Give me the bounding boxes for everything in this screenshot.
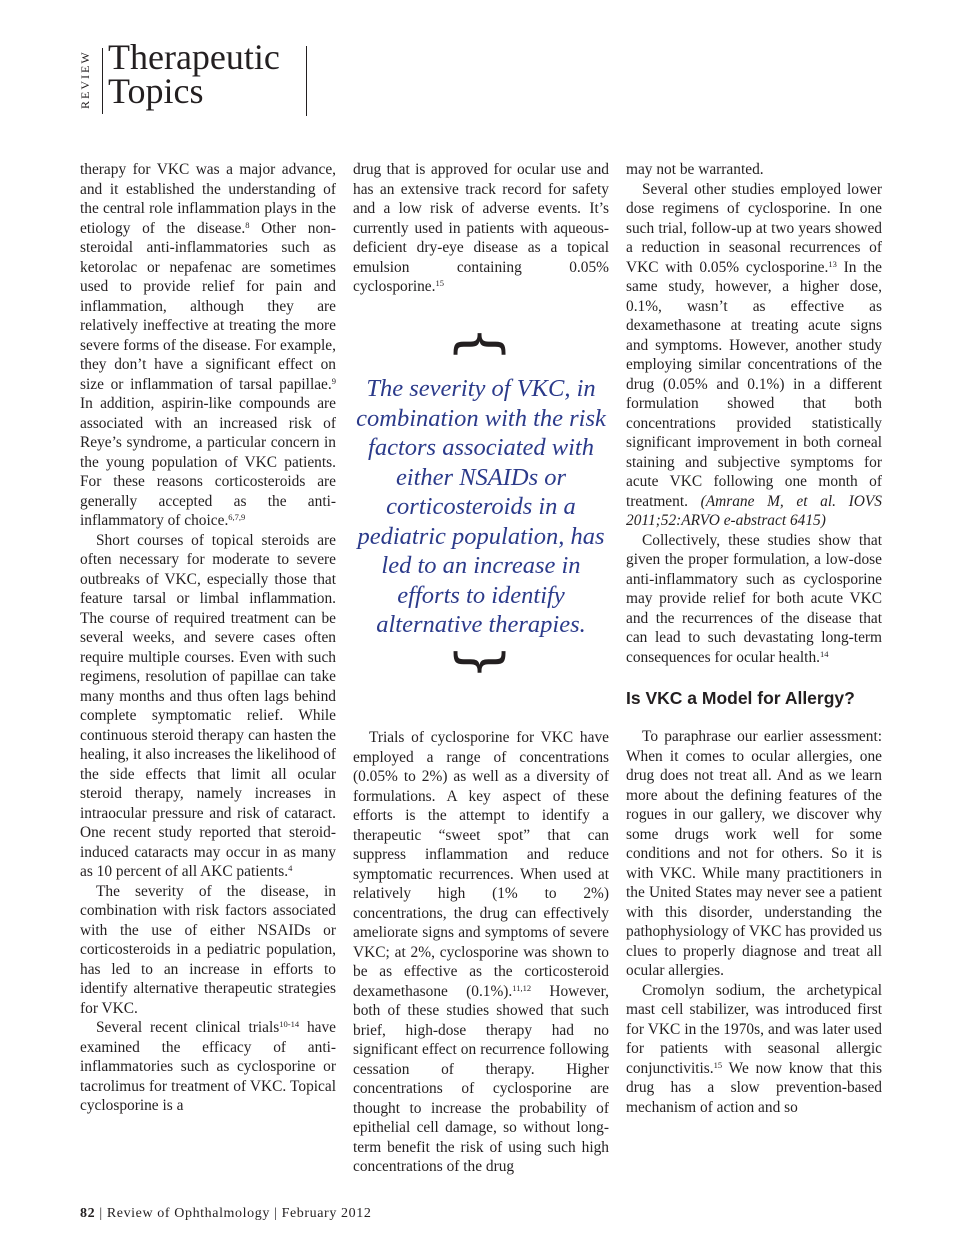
citation-superscript: 10-14 [279, 1019, 300, 1029]
text-run: In the same study, however, a higher dose, 0.1%, wasn’t as effective as dexamethasone at treating acute signs and symptoms. However, another study employing similar concentrations of the drug (0.05% and 0.1%) in a different formulation showed that both concentrations provided statistically significant improvement in both corneal staining and subjective symptoms for acute VKC following one month of treatment. [626, 258, 882, 510]
text-run: Several recent clinical trials [96, 1019, 280, 1036]
citation-superscript: 14 [820, 648, 829, 659]
abstract-citation: (Amrane M, et al. IOVS 2011;52:ARVO e-abstract 6415) [626, 492, 882, 529]
header-divider-left [102, 48, 103, 114]
citation-superscript: 8 [245, 219, 250, 230]
article-column-1 [80, 160, 336, 1116]
citation-superscript: 13 [828, 258, 837, 269]
paragraph [80, 531, 336, 882]
header-divider-right [306, 46, 307, 116]
paragraph [353, 728, 609, 1177]
pull-quote [353, 320, 609, 690]
paragraph [626, 180, 882, 531]
text-run: Trials of cyclosporine for VKC have employed a range of concentrations (0.05% to 2%) as well as a diversity of formulations. A key aspect of these efforts is the attempt to identify a therapeutic “sweet spot” that can suppress inflammation and reduce symptomatic recurrences. When used at relatively high (1% to 2%) concentrations, the drug can effectively ameliorate signs and symptoms of severe VKC; at 2%, cyclosporine was shown to be as effective as the corticosteroid dexamethasone (0.1%). [353, 729, 609, 1000]
section-subheading: Is VKC a Model for Allergy? [626, 688, 855, 708]
publication-name: Review of Ophthalmology [106, 1206, 270, 1221]
section-label: REVIEW [78, 50, 92, 110]
text-run: have examined the efficacy of anti-inflammatories such as cyclosporine or tacrolimus for treatment of VKC. Topical cyclosporine is a [80, 1019, 336, 1114]
article-column-3 [626, 160, 882, 1117]
text-run: However, both of these studies showed that such brief, high-dose therapy had no significant effect on recurrence following cessation of therapy. Higher concentrations of cyclosporine are thought to increase the probability of epithelial cell damage, so without long-term benefit the risk of using such high concentrations of the drug [353, 982, 609, 1175]
text-run: therapy for VKC was a major advance, and it established the understanding of the central role inflammation plays in the etiology of the disease. [80, 161, 336, 237]
text-run: We now know that this drug has a slow prevention-based mechanism of action and so [626, 1059, 882, 1116]
pull-quote-text: The severity of VKC, in combination with the risk factors associated with either NSAIDs or corticosteroids in a pediatric population, has led to an increase in efforts to identify alternative therapies. [356, 375, 606, 638]
text-run: Cromolyn sodium, the archetypical mast cell stabilizer, was introduced first for VKC in the 1970s, and was later used for patients with seasonal allergic conjunctivitis. [626, 981, 882, 1077]
section-title-line1: Therapeutic [108, 37, 280, 77]
paragraph [626, 981, 882, 1118]
text-run: Several other studies employed lower dose regimens of cyclosporine. In one such trial, follow-up at two years showed a reduction in seasonal recurrences of VKC with 0.05% cyclosporine. [626, 180, 882, 276]
text-run: drug that is approved for ocular use and has an extensive track record for safety and a low risk of adverse events. It’s currently used in patients with aqueous-deficient dry-eye disease as a topical emulsion containing 0.05% cyclosporine. [353, 161, 609, 295]
text-run: Other non-steroidal anti-inflammatories such as ketorolac or nepafenac are sometimes used to provide relief for pain and inflammation, although they are relatively ineffective at treating the more severe forms of the disease. For example, they don’t have a significant effect on size or inflammation of tarsal papillae. [80, 219, 336, 393]
citation-superscript: 15 [435, 278, 444, 288]
page-number: 82 [80, 1206, 96, 1221]
section-title-line2: Topics [108, 71, 204, 111]
footer-separator: | [274, 1206, 278, 1221]
paragraph: To paraphrase our earlier assessment: When it comes to ocular allergies, one drug does not treat all. And as we learn more about the defining features of the rogues in our gallery, we discover why some drugs work well for some conditions and not for others. So it is with VKC. While many practitioners in the United States may never see a patient with this disorder, understanding the pathophysiology of VKC has provided us clues to properly diagnose and treat all ocular allergies. [626, 728, 882, 979]
page-footer [80, 1206, 371, 1222]
citation-superscript: 15 [713, 1059, 723, 1070]
citation-superscript: 11,12 [512, 982, 532, 993]
issue-date: February 2012 [281, 1206, 372, 1221]
brace-glyph: } [449, 644, 514, 680]
paragraph [626, 531, 882, 668]
paragraph: The severity of the disease, in combination with risk factors associated with the use of either NSAIDs or corticosteroids in a pediatric population, has led to an increase in efforts to identify alternative therapeutic strategies for VKC. [80, 882, 336, 1017]
citation-superscript: 6,7,9 [228, 512, 246, 522]
text-run: Short courses of topical steroids are often necessary for moderate to severe outbreaks of VKC, especially those that feature tarsal or limbal inflammation. The course of required treatment can be several weeks, and severe cases often require multiple courses. Even with such regimens, resolution of papillae can take many months and thus often lags behind complete symptomatic relief. While continuous steroid therapy can hasten the healing, it also increases the likelihood of the side effects that limit all ocular steroid therapy, namely increases in intraocular pressure and risk of cataract. One recent study reported that steroid-induced cataracts may occur in as many as 10 percent of all AKC patients. [80, 531, 337, 880]
section-title [108, 37, 280, 111]
footer-separator: | [99, 1206, 103, 1221]
citation-superscript: 4 [288, 863, 293, 873]
paragraph [80, 160, 336, 531]
article-column-2-continued [353, 728, 609, 1177]
text-run: In addition, aspirin-like compounds are associated with an increased risk of Reye’s syndrome, a particular concern in the young population of VKC patients. For these reasons corticosteroids are generally accepted as the anti-inflammatory of choice. [80, 395, 336, 529]
brace-glyph: { [449, 326, 514, 362]
paragraph: may not be warranted. [626, 161, 764, 178]
citation-superscript: 9 [331, 375, 336, 386]
paragraph [80, 1018, 336, 1116]
text-run: Collectively, these studies show that given the proper formulation, a low-dose anti-inflammatory such as cyclosporine may provide relief for both acute VKC and the recurrences of the disease that can lead to such devastating long-term consequences for ocular health. [626, 531, 882, 666]
